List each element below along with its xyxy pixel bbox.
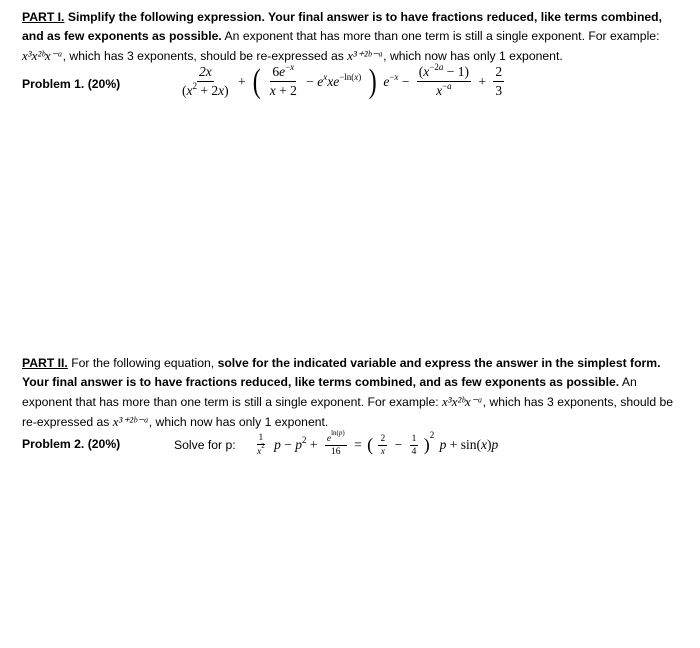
part2-bold-instruction: solve for the indicated variable and express the answer in the simplest form. Your final answer is to have fractions reduced, like terms combined, and as few exponents as possible. (22, 356, 661, 389)
part2-text-a: For the following equation, (67, 356, 218, 370)
problem1-expression: $\frac{2x}{(x^2 + 2x)}$ + ( $\frac{6e^{-x}}{x + 2}$ − $e^xxe^{-ln(x)}$ ) $e^{-x}$ − $\frac{(x^{-2a} - 1)}{x^{-a}}$ + $\frac{2}{3}$ (182, 62, 503, 100)
part1-result-expression: x³⁺²ᵇ⁻ᵃ (347, 48, 384, 63)
part2-text-d: , which now has only 1 exponent. (148, 415, 329, 429)
fraction-2x-over-x2-plus-2x: $\frac{2x}{(x^2 + 2x)}$ (182, 64, 229, 98)
solve-for-label: Solve for p: (174, 438, 236, 452)
fraction-eln-p-over-16: $\frac{e^{ln(p)}}{16}$ (326, 429, 345, 457)
part2-result-expression: x³⁺²ᵇ⁻ᵃ (112, 414, 149, 429)
part1-text-b: , which has 3 exponents, should be re-expressed as (62, 49, 348, 63)
fraction-6e-over-x-plus-2: $\frac{6e^{-x}}{x + 2}$ (269, 62, 297, 98)
problem1-label: Problem 1. (20%) (22, 77, 121, 91)
fraction-2-over-3: $\frac{2}{3}$ (495, 64, 503, 98)
part2-text-b: An exponent that has more than one term is still a single exponent. For example: (22, 375, 637, 409)
part1-heading: PART I. (22, 10, 65, 24)
fraction-2-over-x: $\frac{2}{x}$ (380, 433, 386, 457)
part2-example-expression: x³x²ᵇx⁻ᵃ (442, 394, 483, 409)
part1-text-c: , which now has only 1 exponent. (383, 49, 563, 63)
part2-text-c: , which has 3 exponents, should be re-expressed as (22, 395, 674, 429)
part1-instructions (22, 8, 678, 66)
part2-heading: PART II. (22, 356, 68, 370)
problem2-equation: Solve for p: $\frac{1}{x^2}$ $p - p^2$ + $\frac{e^{ln(p)}}{16}$ = ( $\frac{2}{x}$ − $\frac{1}{4}$ )$^2$ p + sin(x)p (174, 429, 499, 457)
part1-example-expression: x³x²ᵇx⁻ᵃ (22, 48, 63, 63)
problem2-label: Problem 2. (20%) (22, 437, 121, 451)
part2-instructions (22, 354, 678, 432)
fraction-1-over-4: $\frac{1}{4}$ (411, 433, 417, 457)
fraction-x-minus-2a-over-x-minus-a: $\frac{(x^{-2a} - 1)}{x^{-a}}$ (418, 62, 469, 98)
part1-bold-instruction: Simplify the following expression. Your final answer is to have fractions reduced, like terms combined, and as few exponents as possible. (22, 10, 662, 43)
fraction-1-over-x2: $\frac{1}{x^2}$ (257, 433, 265, 457)
part1-text-a: An exponent that has more than one term is still a single exponent. For example: (221, 29, 660, 43)
